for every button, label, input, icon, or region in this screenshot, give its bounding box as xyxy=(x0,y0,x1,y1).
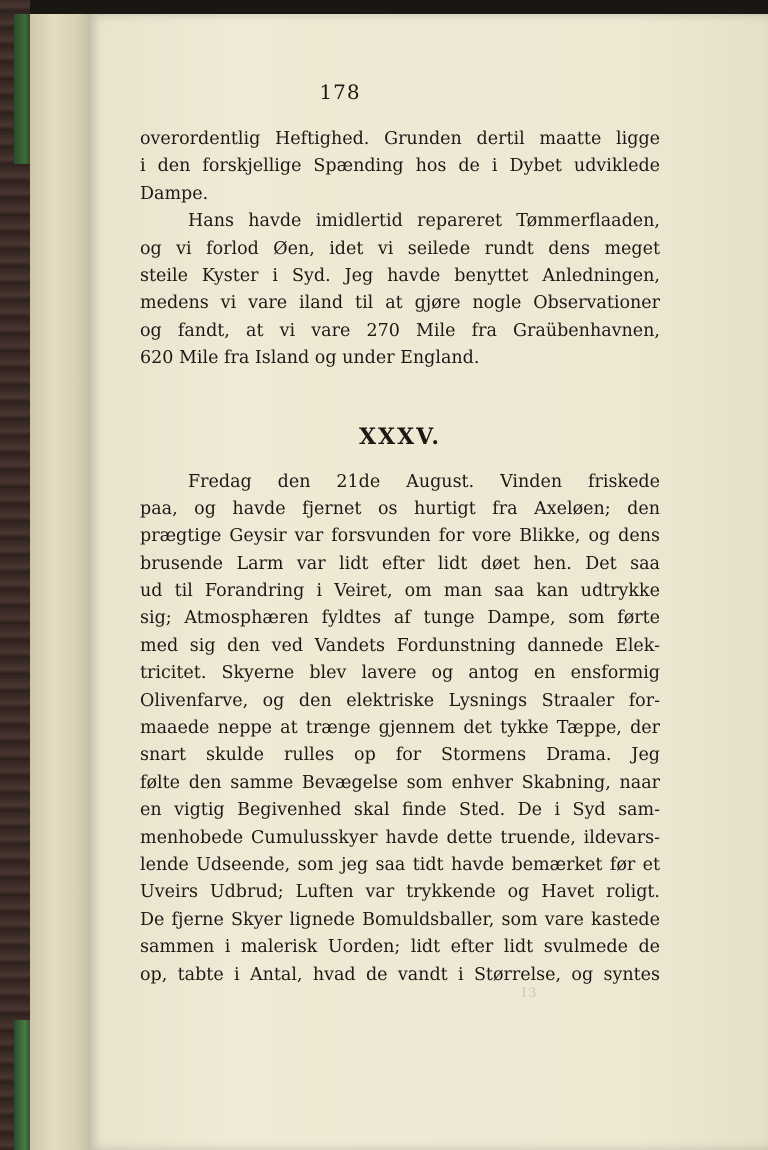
text-line: en vigtig Begivenhed skal finde Sted. De i Syd sam- xyxy=(140,800,660,821)
text-line: brusende Larm var lidt efter lidt døet hen. Det saa xyxy=(140,553,660,574)
text-line: ud til Forandring i Veiret, om man saa kan udtrykke xyxy=(140,581,660,602)
text-line: Fredag den 21de August. Vinden friskede xyxy=(188,471,660,492)
text-line: Uveirs Udbrud; Luften var trykkende og Havet roligt. xyxy=(140,882,660,903)
text-line: menhobede Cumulusskyer havde dette truende, ildevars- xyxy=(140,827,660,848)
paragraph-1 xyxy=(140,126,660,208)
chapter-heading: XXXV. xyxy=(358,423,442,450)
text-line: lende Udseende, som jeg saa tidt havde bemærket før et xyxy=(140,854,660,875)
text-line: De fjerne Skyer lignede Bomuldsballer, som vare kastede xyxy=(140,909,660,930)
text-line: og vi forlod Øen, idet vi seilede rundt dens meget xyxy=(140,238,660,259)
chapter-spacer xyxy=(140,373,660,417)
text-line: følte den samme Bevægelse som enhver Skabning, naar xyxy=(140,772,660,793)
text-line: og fandt, at vi vare 270 Mile fra Graübenhavnen, xyxy=(140,320,660,341)
bleed-through-signature: 13 xyxy=(520,986,537,1001)
text-line: med sig den ved Vandets Fordunstning dannede Elek- xyxy=(140,635,660,656)
text-line: Dampe. xyxy=(140,183,209,204)
text-line: prægtige Geysir var forsvunden for vore Blikke, og dens xyxy=(140,526,660,547)
text-line: medens vi vare iland til at gjøre nogle Observationer xyxy=(140,293,660,314)
book-spine xyxy=(0,0,30,1150)
page-number: 178 xyxy=(319,80,361,104)
text-line: tricitet. Skyerne blev lavere og antog en ensformig xyxy=(140,663,660,684)
text-line: Olivenfarve, og den elektriske Lysnings Straaler for- xyxy=(140,690,660,711)
text-line: op, tabte i Antal, hvad de vandt i Størrelse, og syntes xyxy=(140,964,660,985)
text-line: sig; Atmosphæren fyldtes af tunge Dampe, som førte xyxy=(140,608,660,629)
text-line: steile Kyster i Syd. Jeg havde benyttet Anledningen, xyxy=(140,265,660,286)
page-body xyxy=(140,126,660,989)
paragraph-3 xyxy=(140,469,660,989)
text-line: overordentlig Heftighed. Grunden dertil maatte ligge xyxy=(140,129,660,149)
text-line: 620 Mile fra Island og under England. xyxy=(140,348,480,369)
text-line: i den forskjellige Spænding hos de i Dybet udviklede xyxy=(140,156,660,177)
heading-spacer xyxy=(140,457,660,469)
text-line: paa, og havde fjernet os hurtigt fra Axeløen; den xyxy=(140,498,660,519)
text-line: snart skulde rulles op for Stormens Drama. Jeg xyxy=(140,745,660,766)
text-line: sammen i malerisk Uorden; lidt efter lidt svulmede de xyxy=(140,937,660,958)
text-line: maaede neppe at trænge gjennem det tykke Tæppe, der xyxy=(140,718,660,739)
page-edge xyxy=(30,14,88,1150)
paragraph-2 xyxy=(140,208,660,372)
text-line: Hans havde imidlertid repareret Tømmerflaaden, xyxy=(188,211,660,232)
